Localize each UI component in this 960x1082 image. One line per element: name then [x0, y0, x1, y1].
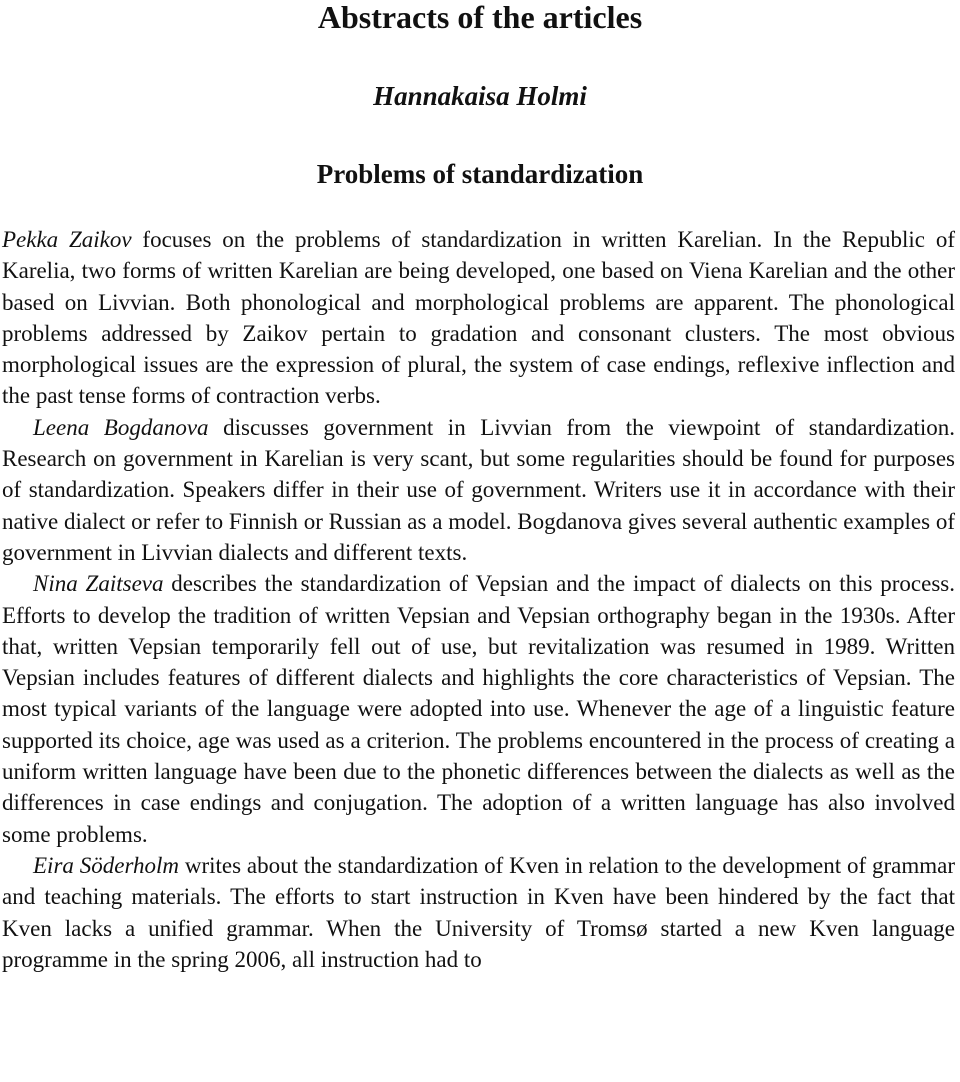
paragraph-text: writes about the standardization of Kven in relation to the development of grammar and teaching materials. The efforts to start instruction in Kven have been hindered by the fact that Kven lacks a unified grammar. When the University of Tromsø started a new Kven language programme in the spring 2006, all instruction had to [2, 852, 955, 972]
paragraph-bogdanova [2, 412, 955, 568]
paragraph-author: Eira Söderholm [33, 852, 179, 878]
paragraph-text: describes the standardization of Vepsian and the impact of dialects on this process. Efforts to develop the tradition of written Vepsian and Vepsian orthography began in the 1930s. After that, written Vepsian temporarily fell out of use, but revitalization was resumed in 1989. Written Vepsian includes features of different dialects and highlights the core characteristics of Vepsian. The most typical variants of the language were adopted into use. Whenever the age of a linguistic feature supported its choice, age was used as a criterion. The problems encountered in the process of creating a uniform written language have been due to the phonetic differences between the dialects as well as the differences in case endings and conjugation. The adoption of a written language has also involved some problems. [2, 571, 956, 847]
section-title: Problems of standardization [316, 159, 644, 189]
paragraph-zaitseva [2, 568, 955, 850]
paragraph-author: Leena Bogdanova [33, 414, 209, 440]
abstract-body [2, 224, 955, 975]
paragraph-author: Nina Zaitseva [33, 571, 164, 597]
paragraph-text: focuses on the problems of standardization in written Karelian. In the Republic of Karelia, two forms of written Karelian are being developed, one based on Viena Karelian and the other based on Livvian. Both phonological and morphological problems are apparent. The phonological problems addressed by Zaikov pertain to gradation and consonant clusters. The most obvious morphological issues are the expression of plural, the system of case endings, reflexive inflection and the past tense forms of contraction verbs. [2, 227, 955, 409]
article-author: Hannakaisa Holmi [373, 81, 587, 111]
paragraph-zaikov [2, 224, 955, 412]
page-title: Abstracts of the articles [317, 0, 643, 35]
paragraph-text: discusses government in Livvian from the viewpoint of standardization. Research on government in Karelian is very scant, but some regularities should be found for purposes of standardization. Speakers differ in their use of government. Writers use it in accordance with their native dialect or refer to Finnish or Russian as a model. Bogdanova gives several authentic examples of government in Livvian dialects and different texts. [2, 414, 955, 565]
paragraph-author: Pekka Zaikov [2, 227, 132, 252]
paragraph-soderholm [2, 850, 955, 975]
